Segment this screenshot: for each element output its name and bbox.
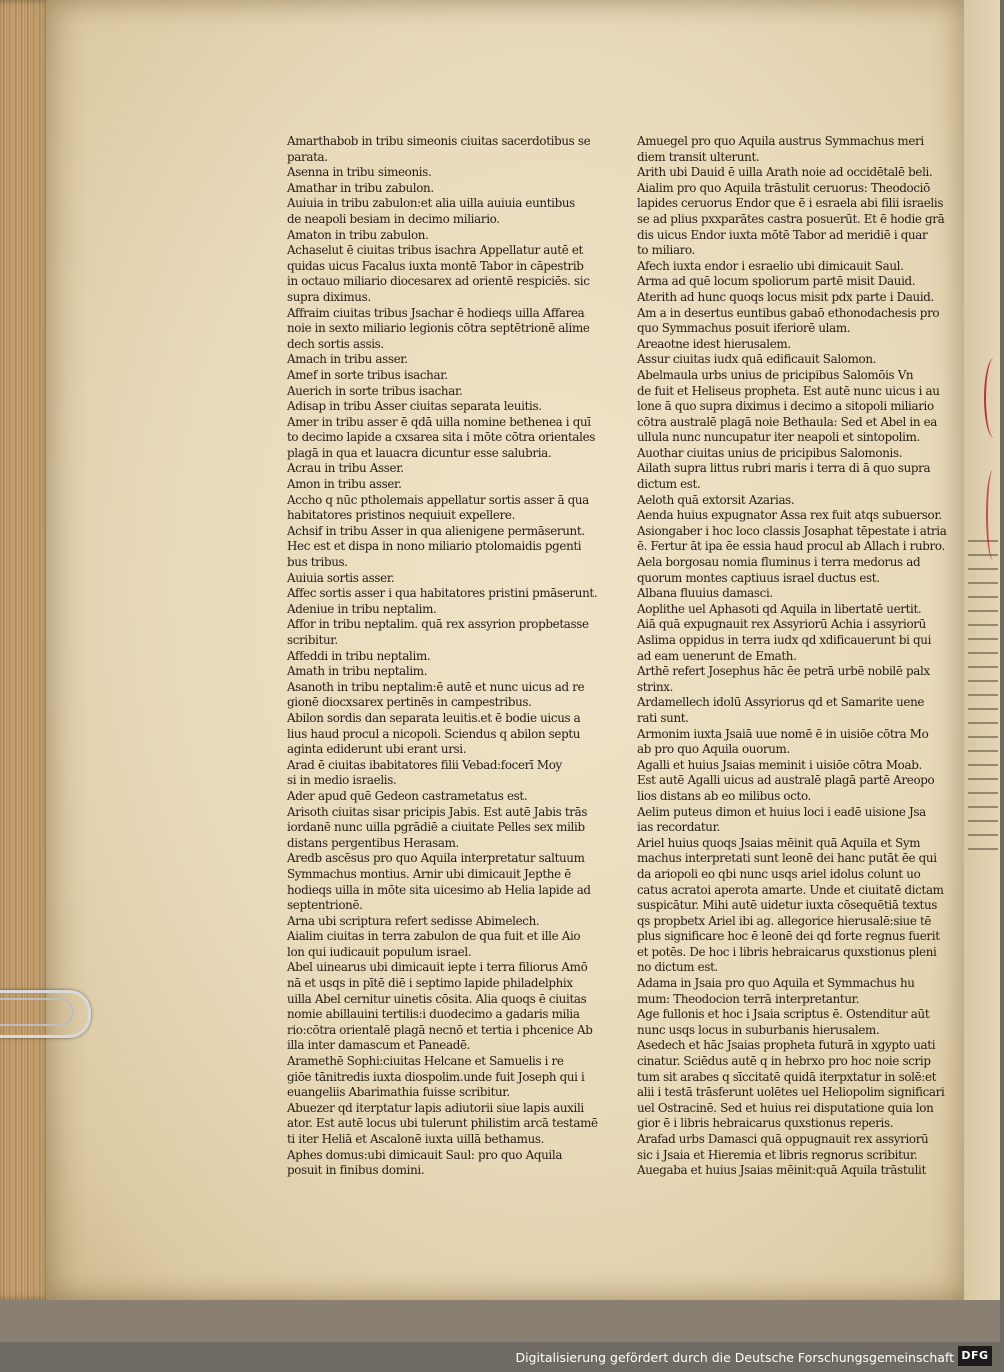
text-line: lapides ceruorus Endor que ē i esraela abi filii israelis [637, 196, 944, 211]
text-line: hodieqs uilla in mōte sita uicesimo ab Helia lapide ad [287, 882, 591, 897]
text-line: ator. Est autē locus ubi tulerunt philistim arcā testamē [287, 1116, 598, 1131]
text-line: Aialim pro quo Aquila trāstulit ceruorus: Theodociō [637, 180, 930, 195]
text-line: Aphes domus:ubi dimicauit Saul: pro quo Aquila [287, 1147, 563, 1162]
text-line: to decimo lapide a cxsarea sita i mōte cōtra orientales [287, 430, 596, 445]
text-line: Albana fluuius damasci. [637, 586, 773, 601]
text-line: ē. Fertur āt ipa ēe essia haud procul ab Allach i rubro. [637, 539, 945, 554]
text-line: Acrau in tribu Asser. [287, 461, 404, 476]
text-line: lon qui iudicauit populum israel. [287, 944, 472, 959]
text-line: distans pergentibus Herasam. [287, 835, 459, 850]
text-line: Amef in sorte tribus isachar. [287, 367, 448, 382]
text-line: Aela borgosau nomia fluminus i terra medorus ad [637, 555, 921, 570]
text-line: Arith ubi Dauid ē uilla Arath noie ad occidētalē beli. [637, 165, 933, 180]
text-line: Asanoth in tribu neptalim:ē autē et nunc uicus ad re [287, 679, 585, 694]
text-line: plus significare hoc ē leonē dei qd forte regnus fuerit [637, 929, 940, 944]
text-line: Asedech et hāc Jsaias propheta futurā in xgypto uati [637, 1038, 936, 1053]
text-line: giōe tānitredis iuxta diospolim.unde fuit Joseph qui i [287, 1069, 585, 1084]
funding-credit: Digitalisierung gefördert durch die Deutsche Forschungsgemeinschaft [515, 1350, 954, 1365]
text-line: Amath in tribu neptalim. [287, 664, 428, 679]
text-line: Aenda huius expugnator Assa rex fuit atqs subuersor. [637, 508, 942, 523]
text-line: lius haud procul a nicopoli. Sciendus q abilon septu [287, 726, 581, 741]
text-line: euangeliis Abarimathia fuisse scribitur. [287, 1085, 510, 1100]
text-line: Areaotne idest hierusalem. [637, 336, 791, 351]
text-line: Symmachus montius. Arnir ubi dimicauit Jepthe ē [287, 866, 571, 881]
text-line: Amon in tribu asser. [287, 477, 402, 492]
text-line: Auiuia sortis asser. [287, 570, 395, 585]
text-line: Arad ē ciuitas ibabitatores filii Vebad:focerī Moy [287, 757, 562, 772]
text-line: rio:cōtra orientalē plagā necnō et tertia i phcenice Ab [287, 1022, 593, 1037]
text-line: parata. [287, 149, 328, 164]
text-line: Amathar in tribu zabulon. [287, 180, 434, 195]
text-line: Auegaba et huius Jsaias mēinit:quā Aquila trāstulit [637, 1163, 926, 1178]
text-line: plagā in qua et lauacra dicuntur esse salubria. [287, 445, 552, 460]
text-line: Aterith ad hunc quoqs locus misit pdx parte i Dauid. [637, 289, 934, 304]
text-line: Aeloth quā extorsit Azarias. [637, 492, 795, 507]
text-line: ullula nunc nuncupatur iter neapoli et sintopolim. [637, 430, 920, 445]
text-line: Affeddi in tribu neptalim. [287, 648, 431, 663]
text-line: Age fullonis et hoc i Jsaia scriptus ē. Ostenditur aūt [637, 1007, 930, 1022]
text-line: Affraim ciuitas tribus Jsachar ē hodieqs uilla Affarea [287, 305, 585, 320]
text-line: strinx. [637, 679, 674, 694]
text-line: Arafad urbs Damasci quā oppugnauit rex assyriorū [637, 1132, 929, 1146]
text-line: ti iter Heliā et Ascalonē iuxta uillā bethamus. [287, 1132, 545, 1146]
text-line: Ader apud quē Gedeon castrametatus est. [287, 788, 528, 803]
paper-clip-inner-loop [0, 998, 74, 1026]
text-line: ias recordatur. [637, 820, 721, 835]
text-line: dech sortis assis. [287, 336, 384, 351]
text-line: da ariopoli eo qbi nunc usqs ariel idolus colunt uo [637, 866, 921, 881]
text-line: Amaton in tribu zabulon. [287, 227, 429, 242]
text-line: lios distans ab eo milibus octo. [637, 788, 811, 803]
text-line: Abel uinearus ubi dimicauit iepte i terra filiorus Amō [287, 960, 588, 975]
text-line: Affec sortis asser i qua habitatores pristini pmāserunt. [287, 586, 598, 601]
text-line: dictum est. [637, 477, 701, 492]
text-line: posuit in finibus domini. [287, 1163, 425, 1178]
red-rubric-mark [984, 358, 1004, 438]
text-line: Armonim iuxta Jsaiā uue nomē ē in uisiōe cōtra Mo [637, 726, 929, 741]
text-line: suspicātur. Mihi autē uidetur iuxta cōsequētiā textus [637, 898, 938, 913]
text-line: alii i testā trāsferunt uolētes uel Heliopolim significari [637, 1085, 945, 1100]
text-line: Abilon sordis dan separata leuitis.et ē bodie uicus a [287, 710, 581, 725]
text-line: Est autē Agalli uicus ad australē plagā partē Areopo [637, 773, 935, 788]
text-line: cōtra australē plagā noie Bethaula: Sed et Abel in ea [637, 414, 938, 429]
text-line: et potēs. De hoc i libris hebraicarus quxstionus pleni [637, 944, 937, 959]
text-line: ad eam uenerunt de Emath. [637, 648, 797, 663]
text-line: Achaselut ē ciuitas tribus isachra Appellatur autē et [287, 243, 583, 258]
text-line: Aoplithe uel Aphasoti qd Aquila in libertatē uertit. [637, 601, 922, 616]
text-line: Achsif in tribu Asser in qua alienigene permāserunt. [287, 523, 585, 538]
text-line: aginta ediderunt ubi erant ursi. [287, 742, 467, 757]
text-line: quo Symmachus posuit iferiorē ulam. [637, 321, 851, 336]
text-line: Aelim puteus dimon et huius loci i eadē uisione Jsa [637, 804, 926, 819]
text-column-right [637, 134, 947, 1179]
text-line: Auerich in sorte tribus isachar. [287, 383, 463, 398]
text-line: Ailath supra littus rubri maris i terra di ā quo supra [637, 461, 931, 476]
text-line: Aialim ciuitas in terra zabulon de qua fuit et ille Aio [287, 929, 581, 944]
text-line: Adama in Jsaia pro quo Aquila et Symmachus hu [637, 976, 915, 991]
text-line: Abelmaula urbs unius de pricipibus Salomōis Vn [637, 367, 914, 382]
text-line: habitatores pristinos nequiuit expellere. [287, 508, 516, 523]
text-line: Ardamellech idolū Assyriorus qd et Samarite uene [637, 695, 925, 710]
text-line: machus interpretati sunt leonē dei hanc putāt ēe qui [637, 851, 937, 866]
text-line: qs propbetx Ariel ibi ag. allegorice hierusalē:siue tē [637, 913, 932, 928]
text-line: Arna ubi scriptura refert sedisse Abimelech. [287, 913, 540, 928]
text-line: Amuegel pro quo Aquila austrus Symmachus meri [637, 134, 924, 148]
text-line: Asenna in tribu simeonis. [287, 165, 432, 180]
text-line: Am a in desertus euntibus gabaō ethonodachesis pro [637, 305, 940, 320]
text-line: de fuit et Heliseus propheta. Est autē nunc uicus i au [637, 383, 940, 398]
text-line: bus tribus. [287, 555, 348, 570]
text-line: uel Ostracinē. Sed et huius rei disputatione quia lon [637, 1100, 934, 1115]
text-line: dis uicus Endor iuxta mōtē Tabor ad meridiē i quar [637, 227, 928, 242]
text-line: Abuezer qd iterptatur lapis adiutorii siue lapis auxili [287, 1100, 584, 1115]
text-line: tum sit arabes q sīccitatē quidā iterpxtatur in solē:et [637, 1069, 937, 1084]
text-line: nā et usqs in pītē diē i septimo lapide philadelphix [287, 976, 573, 991]
text-line: Adeniue in tribu neptalim. [287, 601, 437, 616]
text-line: supra diximus. [287, 289, 371, 304]
text-line: Aramethē Sophi:ciuitas Helcane et Samuelis i re [287, 1054, 564, 1069]
text-line: Auothar ciuitas unius de pricipibus Salomonis. [637, 445, 903, 460]
text-line: Agalli et huius Jsaias meminit i uisiōe cōtra Moab. [637, 757, 922, 772]
text-line: uilla Abel cernitur uinetis cōsita. Alia quoqs ē ciuitas [287, 991, 587, 1006]
text-line: Asiongaber i hoc loco classis Josaphat tēpestate i atria [637, 523, 947, 538]
text-line: lone ā quo supra diximus i decimo a sitopoli miliario [637, 399, 934, 414]
text-line: quorum montes captiuus israel ductus est. [637, 570, 880, 585]
text-line: Affor in tribu neptalim. quā rex assyrion propbetasse [287, 617, 589, 632]
facing-page-text-fragment [968, 540, 998, 850]
text-line: gionē diocxsarex pertinēs in campestribus. [287, 695, 532, 710]
text-line: Aiā quā expugnauit rex Assyriorū Achia i assyriorū [637, 617, 926, 632]
text-line: mum: Theodocion terrā interpretantur. [637, 991, 860, 1006]
text-line: catus acratoi aperota amarte. Unde et ciuitatē dictam [637, 882, 944, 897]
text-line: Arisoth ciuitas sisar pricipis Jabis. Est autē Jabis trās [287, 804, 588, 819]
text-line: in octauo miliario diocesarex ad orientē respiciēs. sic [287, 274, 590, 289]
text-line: gior ē i libris hebraicarus quxstionus reperis. [637, 1116, 894, 1131]
text-line: Auiuia in tribu zabulon:et alia uilla auiuia euntibus [287, 196, 575, 211]
dfg-logo-icon: DFG [958, 1346, 992, 1366]
text-line: Arthē refert Josephus hāc ēe petrā urbē nobilē palx [637, 664, 930, 679]
text-line: Assur ciuitas iudx quā edificauit Salomon. [637, 352, 877, 367]
text-line: ab pro quo Aquila ouorum. [637, 742, 790, 757]
text-line: quidas uicus Facalus iuxta montē Tabor in cāpestrib [287, 258, 584, 273]
text-line: cinatur. Sciēdus autē q in hebrxo pro hoc noie scrip [637, 1054, 931, 1069]
text-line: Arma ad quē locum spoliorum partē misit Dauid. [637, 274, 916, 289]
text-line: Amer in tribu asser ē qdā uilla nomine bethenea i quī [287, 414, 591, 429]
text-line: se ad plius pxxparātes castra posuerūt. Et ē hodie grā [637, 211, 945, 226]
text-line: to miliaro. [637, 243, 696, 258]
text-line: sic i Jsaia et Hieremia et libris regnorus scribitur. [637, 1147, 918, 1162]
text-line: nunc usqs locus in suburbanis hierusalem. [637, 1022, 880, 1037]
text-line: Hec est et dispa in nono miliario ptolomaidis pgenti [287, 539, 582, 554]
text-line: Amarthabob in tribu simeonis ciuitas sacerdotibus se [287, 134, 591, 148]
text-line: septentrionē. [287, 898, 363, 913]
text-column-left [287, 134, 598, 1179]
text-line: noie in sexto miliario legionis cōtra septētrionē alime [287, 321, 590, 336]
text-line: Adisap in tribu Asser ciuitas separata leuitis. [287, 399, 542, 414]
text-line: Accho q nūc ptholemais appellatur sortis asser ā qua [287, 492, 589, 507]
text-line: Ariel huius quoqs Jsaias mēinit quā Aquila et Sym [637, 835, 921, 850]
text-line: Aredb ascēsus pro quo Aquila interpretatur saltuum [287, 851, 585, 866]
text-line: de neapoli besiam in decimo miliario. [287, 211, 500, 226]
text-line: Aslima oppidus in terra iudx qd xdificauerunt bi qui [637, 633, 932, 647]
book-fore-edge [0, 0, 52, 1300]
red-rubric-mark-2 [986, 470, 1000, 560]
text-line: illa inter damascum et Paneadē. [287, 1038, 471, 1053]
text-line: Afech iuxta endor i esraelio ubi dimicauit Saul. [637, 258, 904, 273]
text-line: rati sunt. [637, 710, 689, 725]
text-line: Amach in tribu asser. [287, 352, 408, 367]
text-line: si in medio israelis. [287, 773, 397, 788]
text-line: nomie abillauini tertilis:i duodecimo a gadaris milia [287, 1007, 580, 1022]
text-line: iordanē nunc uilla pgrādiē a ciuitate Pelles sex milib [287, 820, 585, 835]
text-line: diem transit ulterunt. [637, 149, 760, 164]
text-line: scribitur. [287, 633, 338, 647]
text-line: no dictum est. [637, 960, 718, 975]
